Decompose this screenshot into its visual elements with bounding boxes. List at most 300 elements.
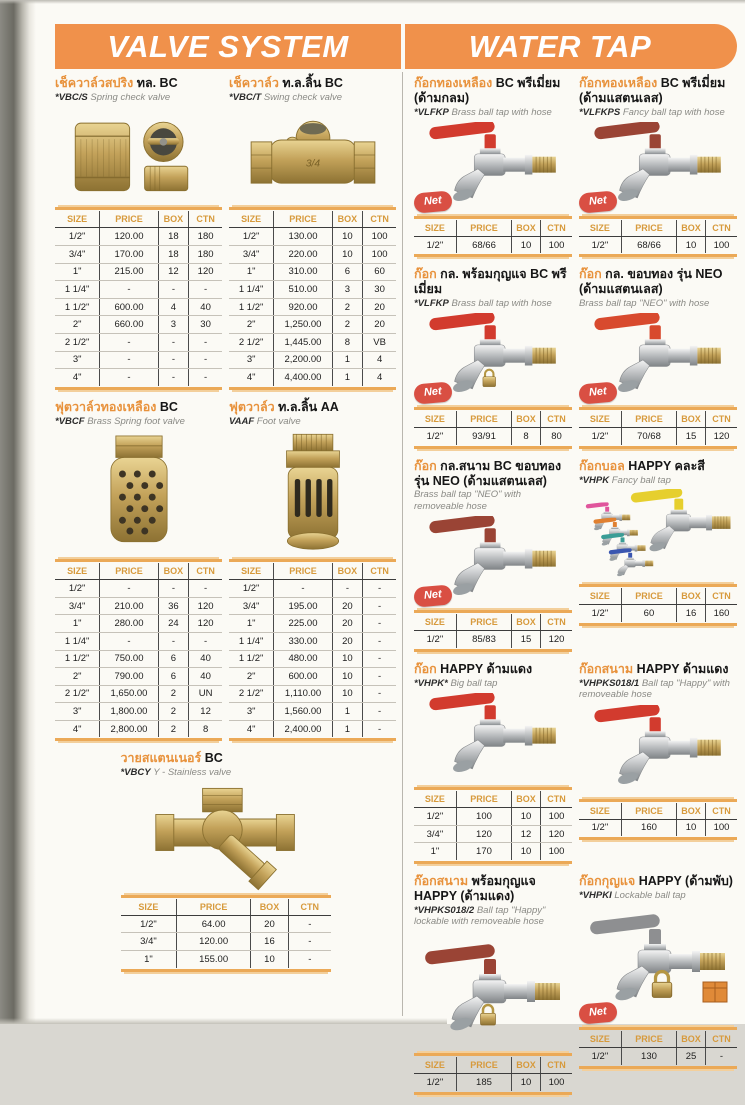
table-cell: - — [274, 580, 332, 598]
column-header: PRICE — [621, 411, 676, 428]
table-cell: 2 — [158, 720, 189, 737]
foot-valve-image — [229, 429, 396, 557]
table-cell: 20 — [250, 915, 288, 933]
product-title: ก๊อกทองเหลือง BC พรีเมี่ยม (ด้ามกลม) — [414, 76, 561, 105]
column-header: BOX — [250, 899, 288, 916]
table-cell: 10 — [512, 1074, 541, 1091]
table-cell: 660.00 — [100, 316, 158, 334]
table-cell: 1/2" — [426, 1077, 444, 1089]
happy-lockable-tap-image — [414, 929, 572, 1051]
table-header-row — [579, 803, 737, 820]
table-cell: 4" — [72, 371, 82, 383]
table-cell: 220.00 — [274, 245, 332, 263]
table-cell: - — [189, 281, 222, 299]
table-row — [55, 720, 222, 737]
table-cell: 100 — [363, 228, 396, 246]
table-cell: - — [158, 580, 189, 598]
column-header: SIZE — [55, 211, 100, 228]
table-cell: 2 — [332, 316, 363, 334]
table-cell: 2" — [55, 668, 100, 686]
table-cell: 6 — [332, 263, 363, 281]
table-cell: 8 — [332, 333, 363, 351]
price-table — [414, 787, 572, 864]
table-row — [229, 703, 396, 721]
table-cell: 170 — [456, 843, 511, 860]
table-cell: 3/4" — [229, 245, 274, 263]
table-row — [414, 843, 572, 860]
table-cell: 100 — [363, 245, 396, 263]
table-cell: 4" — [246, 723, 256, 735]
product-code-line: *VBC/S Spring check valve — [55, 92, 171, 103]
column-divider — [402, 72, 403, 1016]
table-row — [229, 650, 396, 668]
column-header: CTN — [540, 220, 572, 237]
table-cell: 1" — [144, 953, 153, 965]
table-cell: 100 — [705, 819, 737, 836]
price-table — [579, 799, 737, 841]
column-header: BOX — [677, 411, 706, 428]
table-cell: 6 — [158, 650, 189, 668]
product-title: ก๊อกสนาม พร้อมกุญแจ HAPPY (ด้ามแดง) — [414, 874, 536, 903]
table-cell: - — [363, 703, 396, 721]
column-header: PRICE — [621, 220, 676, 237]
table-cell: 20 — [332, 597, 363, 615]
table-cell: 1 — [332, 703, 363, 721]
table-row — [229, 333, 396, 351]
table-cell: 60 — [621, 605, 676, 622]
table-cell: 10 — [250, 951, 288, 968]
table-cell: 100 — [456, 808, 511, 826]
table-cell: 120.00 — [100, 228, 158, 246]
table-cell: 64.00 — [177, 915, 250, 933]
table-cell: - — [100, 281, 158, 299]
table-cell: 120.00 — [177, 933, 250, 951]
table-cell: 1 1/4" — [229, 632, 274, 650]
column-header: BOX — [512, 411, 541, 428]
scan-edge-top — [0, 0, 745, 4]
table-cell: 8 — [189, 720, 222, 737]
table-row — [55, 668, 222, 686]
product-title: ก๊อก กล. ขอบทอง รุ่น NEO (ด้ามแสตนเลส) — [579, 267, 723, 297]
price-table — [414, 1053, 572, 1095]
product-code-line: *VHPK* Big ball tap — [414, 677, 498, 689]
swing-check-valve-image — [229, 105, 396, 205]
column-header: PRICE — [177, 899, 250, 916]
table-row — [55, 369, 222, 386]
product-title: ก๊อกบอล HAPPY คละสี — [579, 458, 705, 473]
product-code-line: *VLFKPS Fancy ball tap with hose — [579, 106, 725, 118]
product-card-vhpks018-1 — [579, 662, 737, 864]
table-row — [55, 703, 222, 721]
column-header: CTN — [705, 803, 737, 820]
table-cell: 18 — [158, 228, 189, 246]
table-cell: 1 1/2" — [55, 650, 100, 668]
product-code-line: *VHPK Fancy ball tap — [579, 474, 671, 486]
column-header: PRICE — [456, 791, 511, 808]
column-header: PRICE — [621, 588, 676, 605]
column-header: PRICE — [456, 1057, 511, 1074]
table-cell: - — [289, 933, 331, 951]
spring-check-valve-image — [55, 105, 222, 205]
table-cell: 3/4" — [414, 825, 456, 843]
table-cell: 130 — [621, 1048, 676, 1065]
table-cell: 2 1/2" — [55, 685, 100, 703]
product-card-vlfkps — [579, 76, 737, 257]
product-card-vhpks018-2 — [414, 874, 572, 1095]
price-table — [579, 584, 737, 626]
column-header: BOX — [158, 563, 189, 580]
table-row — [229, 369, 396, 386]
table-cell: 510.00 — [274, 281, 332, 299]
column-header: SIZE — [121, 899, 177, 916]
table-row — [55, 228, 222, 246]
table-cell: 920.00 — [274, 298, 332, 316]
product-card-vlfkp-key — [414, 267, 572, 448]
column-header: PRICE — [456, 614, 511, 631]
table-cell: 210.00 — [100, 597, 158, 615]
column-header: CTN — [705, 1031, 737, 1048]
table-cell: - — [158, 351, 189, 369]
price-table — [414, 610, 572, 652]
column-header: PRICE — [274, 563, 332, 580]
column-header: PRICE — [456, 411, 511, 428]
table-cell: 120 — [705, 428, 737, 445]
column-header: CTN — [540, 791, 572, 808]
column-header: SIZE — [414, 614, 456, 631]
table-row — [229, 245, 396, 263]
product-code-line: VAAF Foot valve — [229, 415, 301, 427]
column-header: SIZE — [579, 588, 621, 605]
product-card-vbcs — [55, 76, 222, 390]
table-cell: 790.00 — [100, 668, 158, 686]
table-cell: 3" — [55, 703, 100, 721]
table-cell: 160 — [621, 819, 676, 836]
column-header: BOX — [158, 211, 189, 228]
table-cell: - — [363, 615, 396, 633]
table-cell: 3/4" — [229, 597, 274, 615]
table-cell: 2" — [229, 668, 274, 686]
table-header-row — [414, 220, 572, 237]
water-tap-column — [414, 76, 737, 1105]
table-cell: 80 — [540, 428, 572, 445]
table-row — [55, 685, 222, 703]
table-cell: - — [363, 632, 396, 650]
table-row — [579, 605, 737, 622]
big-ball-tap-image — [414, 691, 572, 785]
table-cell: 120 — [189, 615, 222, 633]
table-cell: 16 — [250, 933, 288, 951]
product-title: ก๊อกสนาม HAPPY ด้ามแดง — [579, 661, 729, 676]
table-cell: 1,650.00 — [100, 685, 158, 703]
table-cell: - — [363, 720, 396, 737]
table-header-row — [414, 411, 572, 428]
column-header: PRICE — [456, 220, 511, 237]
table-cell: 4 — [363, 351, 396, 369]
product-card-vaaf — [229, 400, 396, 742]
column-header: PRICE — [100, 563, 158, 580]
column-header: CTN — [705, 220, 737, 237]
table-cell: - — [363, 668, 396, 686]
table-cell: 130.00 — [274, 228, 332, 246]
net-badge: Net — [413, 190, 452, 213]
table-cell: 25 — [677, 1048, 706, 1065]
table-cell: 20 — [363, 316, 396, 334]
table-cell: - — [289, 915, 331, 933]
table-cell: 24 — [158, 615, 189, 633]
table-cell: UN — [189, 685, 222, 703]
table-cell: 1 1/2" — [229, 298, 274, 316]
table-cell: 8 — [512, 428, 541, 445]
table-cell: 2,800.00 — [100, 720, 158, 737]
table-cell: - — [189, 351, 222, 369]
table-cell: 120 — [540, 825, 572, 843]
column-header: CTN — [189, 211, 222, 228]
table-row — [55, 580, 222, 598]
table-header-row — [55, 563, 222, 580]
table-cell: 2 — [158, 703, 189, 721]
table-cell: 120 — [456, 825, 511, 843]
table-cell: - — [100, 333, 158, 351]
table-row — [229, 580, 396, 598]
table-cell: - — [189, 632, 222, 650]
column-header: SIZE — [55, 563, 100, 580]
net-badge: Net — [413, 585, 452, 608]
column-header: BOX — [512, 614, 541, 631]
table-header-row — [579, 1031, 737, 1048]
table-cell: - — [189, 333, 222, 351]
price-table — [55, 559, 222, 741]
product-card-neo-hose — [579, 267, 737, 448]
table-cell: 120 — [540, 631, 572, 648]
table-cell: 120 — [189, 597, 222, 615]
table-cell: 1 — [332, 369, 363, 386]
table-header-row — [579, 411, 737, 428]
table-row — [55, 597, 222, 615]
table-row — [229, 228, 396, 246]
product-card-vlfkp-round — [414, 76, 572, 257]
table-header-row — [55, 211, 222, 228]
happy-removable-hose-tap-image — [579, 703, 737, 797]
table-row — [121, 933, 331, 951]
column-header: SIZE — [579, 220, 621, 237]
table-cell: 480.00 — [274, 650, 332, 668]
price-table — [229, 559, 396, 741]
table-cell: 170.00 — [100, 245, 158, 263]
product-card-vhpki — [579, 874, 737, 1095]
table-row — [229, 668, 396, 686]
product-code-line: Brass ball tap "NEO" with removeable hose — [414, 489, 522, 512]
table-cell: 3/4" — [55, 597, 100, 615]
column-header: SIZE — [414, 1057, 456, 1074]
table-cell: 1,110.00 — [274, 685, 332, 703]
price-table — [229, 207, 396, 389]
product-title: ก๊อกกุญแจ HAPPY (ด้ามพับ) — [579, 874, 733, 889]
net-badge: Net — [578, 382, 617, 405]
table-cell: 155.00 — [177, 951, 250, 968]
column-header: SIZE — [229, 211, 274, 228]
table-header-row — [229, 563, 396, 580]
column-header: SIZE — [579, 803, 621, 820]
column-header: BOX — [332, 563, 363, 580]
table-cell: 1/2" — [426, 431, 444, 443]
column-header: SIZE — [579, 411, 621, 428]
table-cell: 1/2" — [55, 580, 100, 598]
table-cell: 16 — [677, 605, 706, 622]
table-cell: - — [705, 1048, 737, 1065]
table-row — [55, 316, 222, 334]
table-cell: 18 — [158, 245, 189, 263]
table-row — [55, 298, 222, 316]
table-row — [579, 819, 737, 836]
column-header: CTN — [540, 614, 572, 631]
table-cell: 1/2" — [591, 822, 609, 834]
table-cell: 1/2" — [55, 228, 100, 246]
y-strainer-image — [121, 781, 331, 893]
table-row — [229, 597, 396, 615]
table-cell: 3" — [55, 351, 100, 369]
scan-edge-left — [0, 0, 36, 1024]
table-cell: 180 — [189, 228, 222, 246]
table-cell: 3 — [158, 316, 189, 334]
column-header: SIZE — [414, 791, 456, 808]
table-cell: 12 — [189, 703, 222, 721]
column-header: BOX — [677, 803, 706, 820]
table-cell: 60 — [363, 263, 396, 281]
table-cell: 70/68 — [621, 428, 676, 445]
product-card-vhpk-assorted — [579, 459, 737, 652]
table-row — [414, 428, 572, 445]
table-cell: 330.00 — [274, 632, 332, 650]
table-cell: 20 — [363, 298, 396, 316]
table-cell: 4" — [72, 723, 82, 735]
table-cell: 1/2" — [426, 239, 444, 251]
product-code-line: *VLFKP Brass ball tap with hose — [414, 106, 552, 118]
table-cell: - — [189, 369, 222, 386]
table-row — [579, 236, 737, 253]
table-header-row — [414, 791, 572, 808]
table-cell: 1/2" — [591, 1051, 609, 1063]
table-cell: 1,445.00 — [274, 333, 332, 351]
net-badge: Net — [413, 382, 452, 405]
table-cell: 2 1/2" — [55, 333, 100, 351]
table-cell: 68/66 — [456, 236, 511, 253]
table-cell: 225.00 — [274, 615, 332, 633]
table-cell: 1" — [430, 846, 440, 858]
table-cell: 3/4" — [55, 245, 100, 263]
column-header: BOX — [677, 220, 706, 237]
table-header-row — [121, 899, 331, 916]
table-row — [579, 1048, 737, 1065]
column-header: PRICE — [100, 211, 158, 228]
column-header: CTN — [189, 563, 222, 580]
table-cell: - — [100, 369, 158, 386]
table-cell: 1 1/2" — [229, 650, 274, 668]
product-code-line: *VLFKP Brass ball tap with hose — [414, 297, 552, 309]
table-cell: 68/66 — [621, 236, 676, 253]
valve-system-heading: VALVE SYSTEM — [107, 28, 349, 64]
table-cell: 10 — [677, 236, 706, 253]
table-cell: 15 — [512, 631, 541, 648]
net-badge: Net — [578, 1002, 617, 1025]
table-cell: 12 — [512, 825, 541, 843]
table-cell: 15 — [677, 428, 706, 445]
product-code-line: *VHPKS018/2 Ball tap "Happy" lockable with removeable hose — [414, 904, 546, 927]
table-cell: 185 — [456, 1074, 511, 1091]
table-cell: 2 — [332, 298, 363, 316]
product-code-line: *VHPKS018/1 Ball tap "Happy" with removeable hose — [579, 677, 730, 701]
table-cell: 1/2" — [591, 608, 609, 620]
column-header: BOX — [512, 1057, 541, 1074]
table-cell: VB — [363, 333, 396, 351]
product-title: ฟุตวาล์วทองเหลือง BC — [55, 399, 178, 414]
price-table — [121, 895, 331, 972]
table-row — [229, 298, 396, 316]
table-header-row — [579, 588, 737, 605]
table-row — [229, 351, 396, 369]
table-cell: 3/4" — [121, 933, 177, 951]
price-table — [414, 407, 572, 449]
table-cell: 3 — [332, 281, 363, 299]
table-cell: 4" — [246, 371, 256, 383]
table-cell: 1,250.00 — [274, 316, 332, 334]
table-row — [121, 915, 331, 933]
table-cell: 1,800.00 — [100, 703, 158, 721]
neo-ball-tap-image — [579, 311, 737, 405]
column-header: BOX — [332, 211, 363, 228]
price-table — [414, 216, 572, 258]
table-cell: - — [363, 685, 396, 703]
table-cell: 1 1/4" — [55, 281, 100, 299]
product-code-line: *VBC/T Swing check valve — [229, 92, 342, 103]
table-cell: 1/2" — [229, 580, 274, 598]
product-code-line: Brass ball tap "NEO" with hose — [579, 297, 710, 309]
product-title: เช็ควาล์วสปริง ทล. BC — [55, 76, 178, 90]
column-header: BOX — [677, 588, 706, 605]
table-header-row — [579, 220, 737, 237]
table-cell: 600.00 — [100, 298, 158, 316]
table-row — [229, 281, 396, 299]
table-row — [414, 236, 572, 253]
table-cell: 1/2" — [229, 228, 274, 246]
table-cell: - — [158, 281, 189, 299]
table-cell: 30 — [189, 316, 222, 334]
table-cell: - — [100, 632, 158, 650]
product-title: ก๊อก HAPPY ด้ามแดง — [414, 661, 533, 676]
table-cell: 2 1/2" — [229, 685, 274, 703]
table-cell: 40 — [189, 668, 222, 686]
table-cell: 180 — [189, 245, 222, 263]
neo-removable-hose-tap-image — [414, 514, 572, 608]
table-cell: 1" — [229, 615, 274, 633]
product-code-line: *VHPKI Lockable ball tap — [579, 890, 686, 902]
table-cell: 600.00 — [274, 668, 332, 686]
table-cell: 40 — [189, 650, 222, 668]
column-header: CTN — [540, 411, 572, 428]
table-cell: 20 — [332, 615, 363, 633]
table-cell: 1" — [55, 615, 100, 633]
table-cell: 160 — [705, 605, 737, 622]
table-row — [55, 351, 222, 369]
table-cell: 1/2" — [591, 431, 609, 443]
table-cell: - — [158, 369, 189, 386]
folding-handle-lock-tap-image — [579, 903, 737, 1025]
table-cell: 1" — [55, 263, 100, 281]
column-header: BOX — [677, 1031, 706, 1048]
column-header: CTN — [363, 563, 396, 580]
table-cell: 2,400.00 — [274, 720, 332, 737]
table-cell: 100 — [705, 236, 737, 253]
product-title: ก๊อก กล. พร้อมกุญแจ BC พรีเมี่ยม — [414, 267, 567, 297]
